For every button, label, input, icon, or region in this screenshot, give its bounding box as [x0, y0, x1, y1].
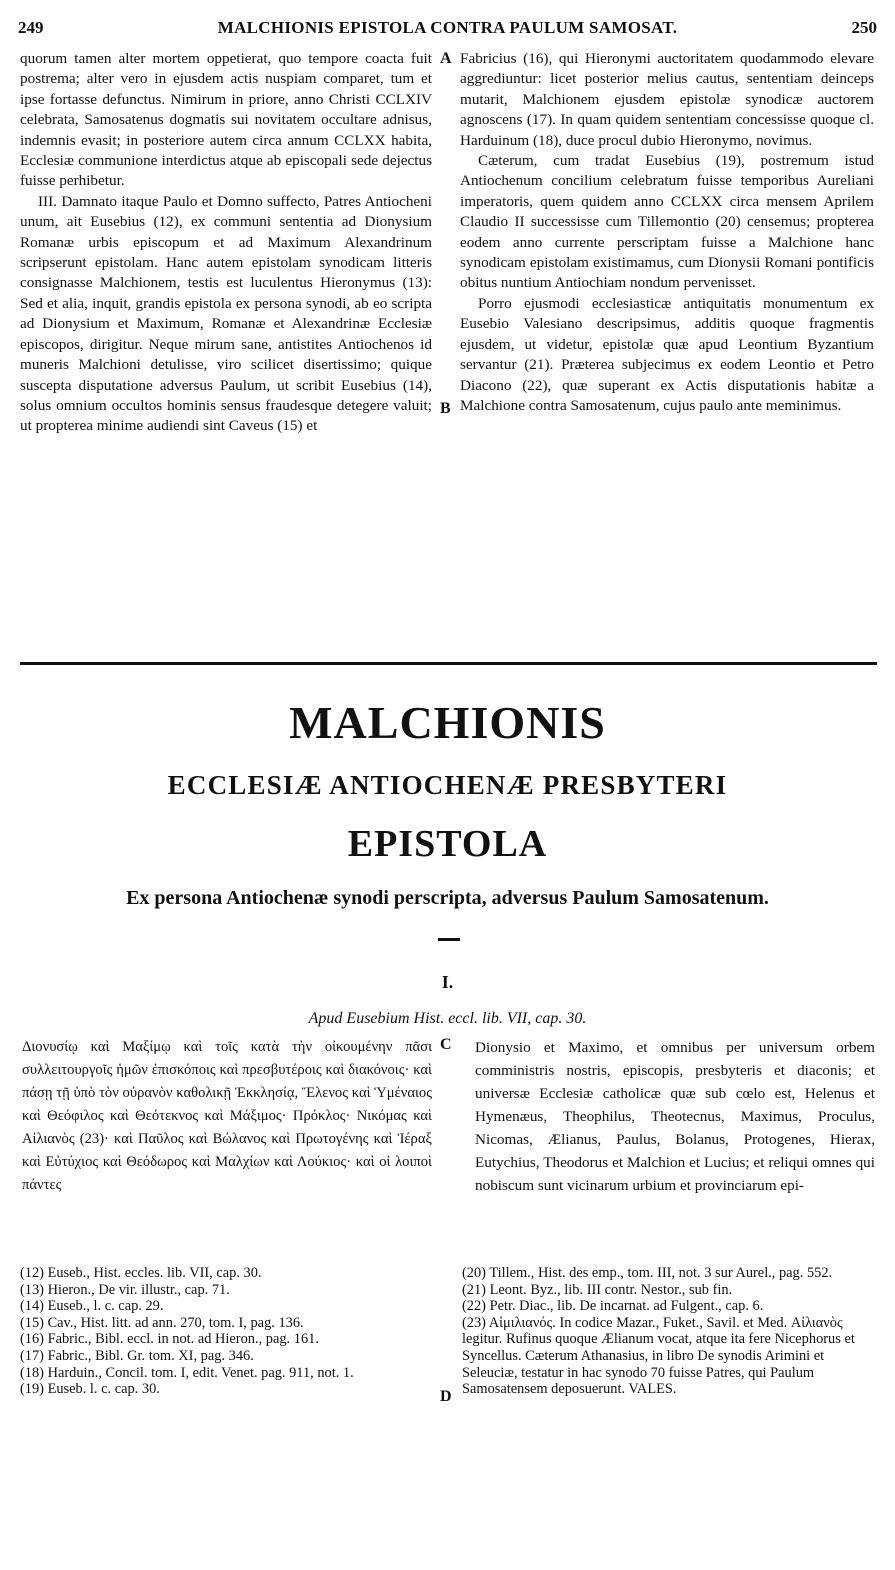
page-number-left: 249 — [18, 18, 44, 37]
section-number: I. — [441, 972, 454, 992]
paragraph: Cæterum, cum tradat Eusebius (19), postremum istud Antiochenum concilium celebratum fuisse temporibus Aureliani imperatoris, quem quidem anno CCLXX circa mensem Aprilem Claudio II successisse cum Tillemontio (20) censemus; propterea eodem anno currente perscriptam fuisse a Malchione hanc synodicam epistolam existimamus, cum Dionysii Romani pontificis obitus nuntium Antiochiam nondum pervenisset. — [460, 152, 874, 292]
margin-marker-d: D — [440, 1388, 452, 1405]
section-divider — [20, 662, 877, 665]
ornament-dash — [438, 938, 460, 941]
paragraph: quorum tamen alter mortem oppetierat, quo tempore coacta fuit postrema; alter vero in ejusdem actis nuspiam comparet, tum et ipse fortasse defunctus. Nimirum in priore, anno Christi CCLXIV celebrata, Samosatenus dogmatis sui novitatem occultare adnisus, indemnis evasit; in posteriore autem circa annum CCLXX habita, Ecclesiæ communione interdictus atque ab episcopali sede dejectus fuisse perhibetur. — [20, 50, 432, 190]
footnote: (19) Euseb. l. c. cap. 30. — [20, 1381, 160, 1398]
footnote: (13) Hieron., De vir. illustr., cap. 71. — [20, 1281, 230, 1298]
footnotes-left — [20, 1265, 438, 1398]
title-line-3: EPISTOLA — [347, 823, 548, 865]
source-reference: Apud Eusebium Hist. eccl. lib. VII, cap. 30. — [308, 1010, 587, 1027]
page-number-right: 250 — [851, 18, 877, 37]
running-title: MALCHIONIS EPISTOLA CONTRA PAULUM SAMOSAT. — [217, 18, 678, 37]
footnote: (23) Αἰμιλιανός. In codice Mazar., Fuket., Savil. et Med. Αἰλιανὸς legitur. Rufinus quoque Ælianum vocat, atque ita fere Nicephorus et Syncellus. Cæterum Athanasius, in libro De synodis Arimini et Seleuciæ, testatur in hac synodo 70 fuisse Patres, qui Paulum Samosatensem deposuerunt. VALES. — [462, 1314, 855, 1398]
footnote: (20) Tillem., Hist. des emp., tom. III, not. 3 sur Aurel., pag. 552. — [462, 1265, 833, 1281]
paragraph: III. Damnato itaque Paulo et Domno suffecto, Patres Antiocheni unum, ait Eusebius (12), ex communi sententia ad Dionysium Romanæ urbis episcopum et ad Maximum Alexandrinum scripserunt epistolam. Hanc autem epistolam synodicam litteris consignasse Malchionem, testis est luculentus Hieronymus (13): Sed et alia, inquit, grandis epistola ex persona synodi, ab eo scripta ad Dionysium et Maximum, Romanæ et Alexandrinæ Ecclesiæ episcopos, dirigitur. Neque mirum sane, antistites Antiochenos id muneris Malchioni detulisse, viro scilicet disertissimo; quique suscepta disputatione adversus Paulum, ut scribit Eusebius (14), solus omnium occultos hominis sensus fraudesque detegere valuit; ut propterea minime audiendi sint Caveus (15) et — [20, 192, 432, 435]
title-line-2: ECCLESIÆ ANTIOCHENÆ PRESBYTERI — [167, 770, 728, 800]
running-header — [18, 18, 877, 40]
footnote: (18) Harduin., Concil. tom. I, edit. Venet. pag. 911, not. 1. — [20, 1364, 354, 1381]
paragraph: Porro ejusmodi ecclesiasticæ antiquitatis monumentum ex Eusebio Valesiano descripsimus, additis quoque fragmentis ejusdem, ut videtur, epistolæ quæ apud Leontium Byzantium servantur (21). Præterea subjecimus ex eodem Leontio et Petro Diacono (22), quæ superant ex Actis disputationis habitæ a Malchione contra Samosatenum, cujus paulo ante meminimus. — [460, 294, 874, 414]
margin-marker-a: A — [440, 50, 452, 67]
margin-marker-b: B — [440, 400, 451, 417]
subtitle: Ex persona Antiochenæ synodi perscripta, adversus Paulum Samosatenum. — [126, 887, 769, 909]
footnote: (21) Leont. Byz., lib. III contr. Nestor., sub fin. — [462, 1281, 733, 1298]
footnote: (17) Fabric., Bibl. Gr. tom. XI, pag. 346. — [20, 1347, 254, 1364]
footnote: (14) Euseb., l. c. cap. 29. — [20, 1298, 164, 1315]
footnote: (16) Fabric., Bibl. eccl. in not. ad Hieron., pag. 161. — [20, 1331, 319, 1348]
paragraph: Fabricius (16), qui Hieronymi auctoritatem quodammodo elevare aggrediuntur: licet posterior melius cautus, sententiam deinceps mutarit, Malchionem ejusdem epistolæ synodicæ auctorem agnoscens (17). In quam quidem sententiam concessisse quoque cl. Harduinum (18), duce procul dubio Hieronymo, novimus. — [460, 50, 874, 149]
title-line-1: MALCHIONIS — [289, 697, 606, 748]
footnote: (22) Petr. Diac., lib. De incarnat. ad Fulgent., cap. 6. — [462, 1298, 764, 1315]
top-left-column — [20, 49, 432, 437]
footnotes-right — [462, 1265, 874, 1398]
latin-column: Dionysio et Maximo, et omnibus per universum orbem comministris nostris, episcopis, presbyteris et diaconis; et universæ Ecclesiæ catholicæ quæ sub cœlo est, Helenus et Hymenæus, Theophilus, Theotecnus, Maximus, Proculus, Nicomas, Ælianus, Paulus, Bolanus, Protogenes, Hierax, Eutychius, Theodorus et Malchion et Lucius; et reliqui omnes qui nobiscum sunt vicinarum urbium et provinciarum epi- — [475, 1039, 875, 1194]
top-right-column — [460, 49, 874, 416]
footnote: (12) Euseb., Hist. eccles. lib. VII, cap. 30. — [20, 1265, 262, 1281]
footnote: (15) Cav., Hist. litt. ad ann. 270, tom. I, pag. 136. — [20, 1314, 304, 1331]
margin-marker-c: C — [440, 1036, 452, 1053]
greek-column: Διονυσίῳ καὶ Μαξίμῳ καὶ τοῖς κατὰ τὴν οἰκουμένην πᾶσι συλλειτουργοῖς ἡμῶν ἐπισκόποις καὶ πρεσβυτέροις καὶ διακόνοις· καὶ πάσῃ τῇ ὑπὸ τὸν οὐρανὸν καθολικῇ Ἐκκλησίᾳ, Ἕλενος καὶ Ὑμέναιος καὶ Θεόφιλος καὶ Θεότεκνος καὶ Μάξιμος· Πρόκλος· Νικόμας καὶ Αἰλιανὸς (23)· καὶ Παῦλος καὶ Βώλανος καὶ Πρωτογένης καὶ Ἱέραξ καὶ Εὐτύχιος καὶ Θεόδωρος καὶ Μαλχίων καὶ Λούκιος· καὶ οἱ λοιποὶ πάντες — [22, 1039, 432, 1193]
